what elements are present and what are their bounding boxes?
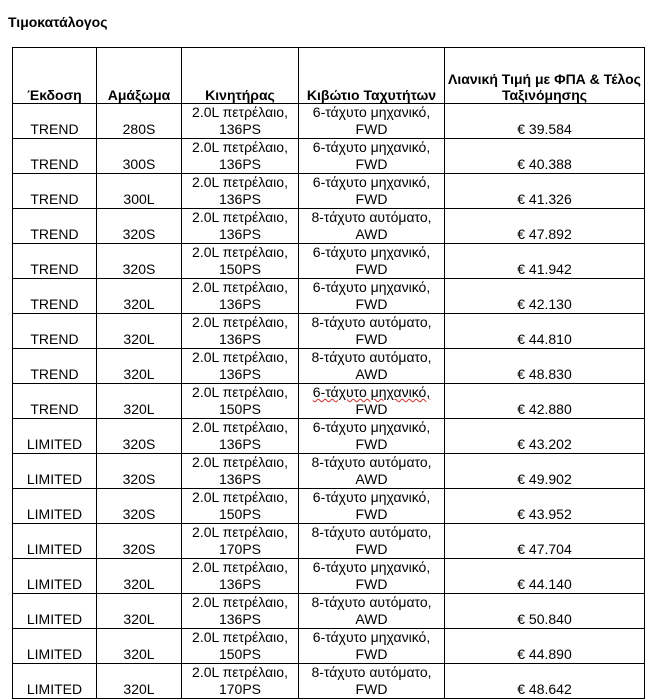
gearbox-cell [299,594,445,629]
engine-line-2: 150PS [218,646,262,662]
table-row [13,104,645,139]
gearbox-cell [299,664,445,699]
price-cell: € 41.942 [445,244,645,279]
gearbox-line-1: 6-τάχυτο μηχανικό, [312,139,431,155]
gearbox-cell [299,209,445,244]
engine-line-2: 170PS [218,541,262,557]
price-cell: € 48.642 [445,664,645,699]
engine-line-2: 136PS [218,471,262,487]
trim-cell: LIMITED [13,559,97,594]
table-row [13,279,645,314]
engine-line-2: 136PS [218,611,262,627]
engine-line-2: 150PS [218,506,262,522]
engine-line-1: 2.0L πετρέλαιο, [192,349,288,365]
table-row [13,454,645,489]
engine-cell [182,279,299,314]
gearbox-line-2: AWD [355,366,388,382]
price-cell: € 47.704 [445,524,645,559]
table-row [13,559,645,594]
table-row [13,664,645,699]
body-cell: 320L [97,594,182,629]
engine-line-1: 2.0L πετρέλαιο, [192,664,288,680]
table-row [13,139,645,174]
table-body [13,104,645,699]
price-cell: € 44.890 [445,629,645,664]
gearbox-line-1: 8-τάχυτο αυτόματο, [311,664,432,680]
header-gearbox: Κιβώτιο Ταχυτήτων [299,48,445,104]
gearbox-line-1: 6-τάχυτο μηχανικό, [312,174,431,190]
price-cell: € 47.892 [445,209,645,244]
trim-cell: TREND [13,104,97,139]
gearbox-line-2: FWD [355,121,388,137]
engine-line-1: 2.0L πετρέλαιο, [192,244,288,260]
trim-cell: LIMITED [13,664,97,699]
body-cell: 320S [97,209,182,244]
body-cell: 320L [97,559,182,594]
trim-cell: TREND [13,279,97,314]
engine-line-2: 136PS [218,191,262,207]
engine-cell [182,419,299,454]
trim-cell: TREND [13,244,97,279]
table-row [13,209,645,244]
trim-cell: TREND [13,349,97,384]
gearbox-cell [299,559,445,594]
trim-cell: TREND [13,384,97,419]
body-cell: 320L [97,384,182,419]
engine-cell [182,594,299,629]
gearbox-cell [299,349,445,384]
engine-line-1: 2.0L πετρέλαιο, [192,174,288,190]
gearbox-cell [299,279,445,314]
gearbox-cell [299,419,445,454]
body-cell: 320L [97,314,182,349]
gearbox-cell [299,454,445,489]
gearbox-line-1: 6-τάχυτο μηχανικό, [312,629,431,645]
gearbox-line-1: 6-τάχυτο μηχανικό, [312,489,431,505]
engine-line-2: 136PS [218,366,262,382]
engine-line-1: 2.0L πετρέλαιο, [192,209,288,225]
table-row [13,594,645,629]
body-cell: 320S [97,244,182,279]
engine-cell [182,559,299,594]
gearbox-line-1: 8-τάχυτο αυτόματο, [311,314,432,330]
gearbox-line-2: FWD [355,191,388,207]
engine-line-1: 2.0L πετρέλαιο, [192,629,288,645]
gearbox-line-2: FWD [355,401,388,417]
gearbox-line-2: FWD [355,506,388,522]
engine-line-1: 2.0L πετρέλαιο, [192,314,288,330]
gearbox-line-2: AWD [355,611,388,627]
engine-cell [182,629,299,664]
trim-cell: TREND [13,314,97,349]
engine-line-2: 136PS [218,436,262,452]
engine-line-1: 2.0L πετρέλαιο, [192,489,288,505]
trim-cell: LIMITED [13,454,97,489]
engine-line-2: 136PS [218,226,262,242]
gearbox-cell [299,104,445,139]
trim-cell: TREND [13,209,97,244]
header-price: Λιανική Τιμή με ΦΠΑ & Τέλος Ταξινόμησης [445,48,645,104]
engine-line-2: 136PS [218,331,262,347]
engine-cell [182,489,299,524]
gearbox-line-1: 6-τάχυτο μηχανικό, [312,104,431,120]
gearbox-line-1: 6-τάχυτο μηχανικό, [312,384,431,400]
engine-line-1: 2.0L πετρέλαιο, [192,524,288,540]
gearbox-line-2: AWD [355,226,388,242]
gearbox-line-2: FWD [355,646,388,662]
body-cell: 300L [97,174,182,209]
engine-line-1: 2.0L πετρέλαιο, [192,419,288,435]
body-cell: 320S [97,524,182,559]
table-row [13,489,645,524]
gearbox-line-2: FWD [355,261,388,277]
engine-line-1: 2.0L πετρέλαιο, [192,139,288,155]
table-row [13,174,645,209]
price-cell: € 42.880 [445,384,645,419]
body-cell: 320S [97,419,182,454]
engine-cell [182,244,299,279]
body-cell: 320L [97,279,182,314]
gearbox-line-2: FWD [355,681,388,697]
gearbox-line-2: FWD [355,541,388,557]
trim-cell: TREND [13,174,97,209]
trim-cell: LIMITED [13,594,97,629]
gearbox-cell [299,139,445,174]
gearbox-line-2: FWD [355,576,388,592]
engine-cell [182,209,299,244]
gearbox-cell [299,174,445,209]
engine-cell [182,174,299,209]
gearbox-cell [299,524,445,559]
gearbox-line-1: 6-τάχυτο μηχανικό, [312,244,431,260]
gearbox-cell [299,314,445,349]
table-row [13,419,645,454]
body-cell: 320S [97,454,182,489]
gearbox-line-1: 8-τάχυτο αυτόματο, [311,594,432,610]
trim-cell: LIMITED [13,524,97,559]
table-row [13,629,645,664]
engine-cell [182,314,299,349]
price-cell: € 50.840 [445,594,645,629]
trim-cell: LIMITED [13,489,97,524]
gearbox-cell [299,384,445,419]
engine-line-2: 136PS [218,156,262,172]
engine-cell [182,104,299,139]
table-row [13,314,645,349]
engine-line-1: 2.0L πετρέλαιο, [192,454,288,470]
gearbox-line-1: 6-τάχυτο μηχανικό, [312,279,431,295]
price-cell: € 40.388 [445,139,645,174]
body-cell: 320S [97,489,182,524]
gearbox-line-1: 8-τάχυτο αυτόματο, [311,209,432,225]
gearbox-line-1: 6-τάχυτο μηχανικό, [312,559,431,575]
price-cell: € 48.830 [445,349,645,384]
engine-cell [182,349,299,384]
gearbox-line-1: 8-τάχυτο αυτόματο, [311,524,432,540]
gearbox-line-1: 6-τάχυτο μηχανικό, [312,419,431,435]
engine-cell [182,454,299,489]
engine-cell [182,384,299,419]
header-body: Αμάξωμα [97,48,182,104]
engine-line-1: 2.0L πετρέλαιο, [192,104,288,120]
engine-line-1: 2.0L πετρέλαιο, [192,559,288,575]
engine-line-1: 2.0L πετρέλαιο, [192,384,288,400]
price-cell: € 39.584 [445,104,645,139]
gearbox-line-2: FWD [355,331,388,347]
body-cell: 320L [97,629,182,664]
trim-cell: LIMITED [13,629,97,664]
gearbox-cell [299,489,445,524]
body-cell: 320L [97,349,182,384]
price-cell: € 41.326 [445,174,645,209]
price-cell: € 49.902 [445,454,645,489]
price-cell: € 43.952 [445,489,645,524]
body-cell: 300S [97,139,182,174]
table-row [13,384,645,419]
engine-line-2: 136PS [218,296,262,312]
trim-cell: TREND [13,139,97,174]
engine-line-1: 2.0L πετρέλαιο, [192,279,288,295]
gearbox-line-2: FWD [355,156,388,172]
engine-line-1: 2.0L πετρέλαιο, [192,594,288,610]
price-cell: € 44.140 [445,559,645,594]
engine-line-2: 150PS [218,401,262,417]
table-row [13,244,645,279]
gearbox-line-1: 8-τάχυτο αυτόματο, [311,349,432,365]
engine-cell [182,139,299,174]
table-row [13,349,645,384]
price-list-table [12,47,645,699]
page-title: Τιμοκατάλογος [8,14,108,30]
body-cell: 320L [97,664,182,699]
engine-line-2: 150PS [218,261,262,277]
trim-cell: LIMITED [13,419,97,454]
gearbox-line-1: 8-τάχυτο αυτόματο, [311,454,432,470]
gearbox-cell [299,629,445,664]
gearbox-line-2: AWD [355,471,388,487]
engine-line-2: 136PS [218,121,262,137]
price-cell: € 42.130 [445,279,645,314]
engine-line-2: 136PS [218,576,262,592]
gearbox-line-2: FWD [355,436,388,452]
header-engine: Κινητήρας [182,48,299,104]
engine-line-2: 170PS [218,681,262,697]
table-row [13,524,645,559]
price-cell: € 43.202 [445,419,645,454]
body-cell: 280S [97,104,182,139]
table-header-row [13,48,645,104]
header-trim: Έκδοση [13,48,97,104]
gearbox-line-2: FWD [355,296,388,312]
engine-cell [182,664,299,699]
gearbox-cell [299,244,445,279]
price-cell: € 44.810 [445,314,645,349]
engine-cell [182,524,299,559]
